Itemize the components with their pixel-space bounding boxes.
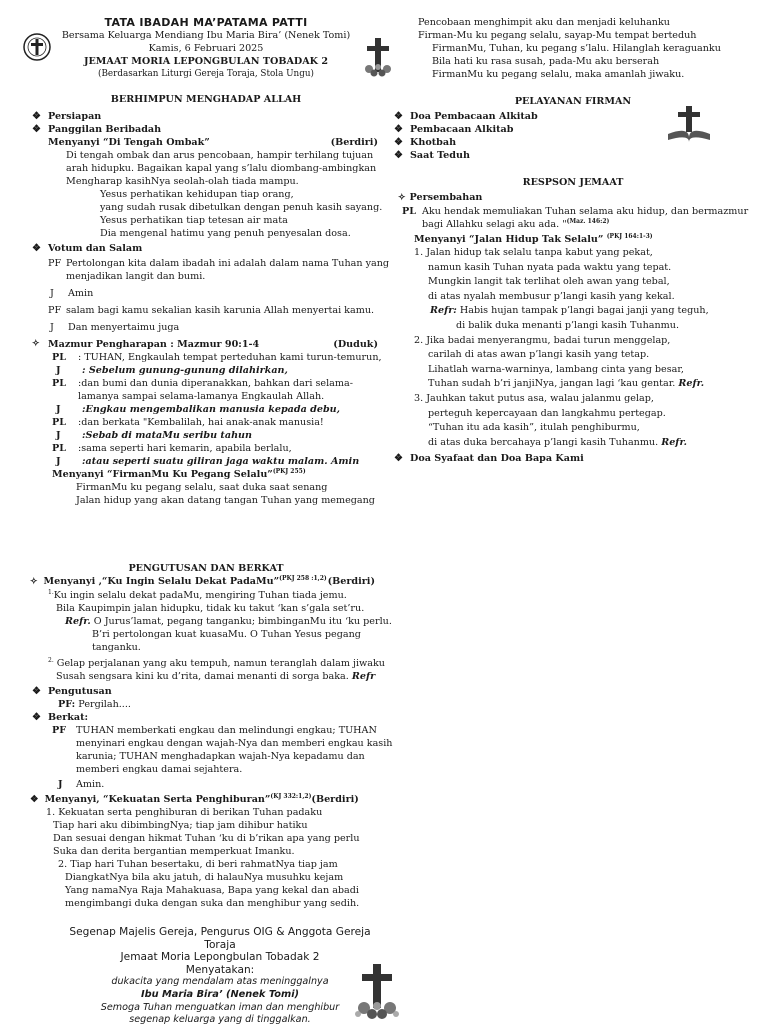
lyric-line: Habis hujan tampak p’langi bagai janji yang teguh, (459, 305, 709, 317)
song1-refrain (30, 188, 382, 240)
page-title: TATA IBADAH MA’PATAMA PATTI (104, 16, 308, 29)
song5-verse3 (392, 392, 754, 450)
liturgy-note: (Berdasarkan Liturgi Gereja Toraja, Stola Ungu) (98, 69, 314, 79)
diamond-bullet-icon: ❖ (394, 137, 403, 148)
diamond-bullet-icon: ❖ (394, 124, 403, 135)
item-persiapan (30, 110, 382, 123)
song-title: Menyanyi “FirmanMu Ku Pegang Selalu” (52, 469, 273, 480)
service-date: Kamis, 6 Februari 2025 (148, 43, 264, 54)
church-name: JEMAAT MORIA LEPONGBULAN TOBADAK 2 (83, 56, 329, 67)
song-ref: (KJ 332:1,2) (270, 792, 312, 800)
lyric-line: FirmanMu, Tuhan, ku pegang s’lalu. Hilanglah keraguanku (432, 43, 721, 54)
lyric-line: arah hidupku. Bagaikan kapal yang s’lalu diombang-ambingkan (66, 163, 377, 174)
closing-line: Semoga Tuhan menguatkan iman dan menghibur (100, 1001, 340, 1013)
right-column (392, 16, 754, 465)
liturgy-text: menjadikan langit dan bumi. (66, 271, 206, 282)
speaker-label: PL (52, 378, 66, 389)
liturgy-row (48, 257, 390, 270)
lyric-line: Dia mengenal hatimu yang penuh penyesalan dosa. (100, 228, 351, 239)
lyric-line: di atas nyalah membusur p’langi kasih yang kekal. (428, 290, 675, 302)
lyric-line: Mengharap kasihNya seolah-olah tiada mampu. (66, 176, 299, 187)
diamond-bullet-icon: ❖ (394, 453, 403, 465)
posture-label: (Duduk) (333, 339, 378, 350)
diamond-bullet-icon: ❖ (394, 111, 403, 122)
song3-verse1: $^{1.}$Ku ingin selalu dekat padaMu, mengiring Tuhan tiada jemu. Bila Kaupimpin jalan hidupku, tidak ku takut ‘kan s’gala set’ru. (30, 589, 382, 615)
liturgy-text: :dan bumi dan dunia diperanakkan, bahkan dari selama- (78, 378, 353, 389)
diamond-bullet-icon: ❖ (30, 794, 39, 805)
speaker-label (52, 390, 78, 403)
berkat-block (30, 724, 393, 776)
diamond-bullet-icon: ❖ (394, 150, 403, 161)
item-label: Persembahan (409, 192, 483, 203)
responsive-row (52, 416, 382, 429)
liturgy-text: : Sebelum gunung-gunung dilahirkan, (82, 365, 288, 376)
song-title: Menyanyi “Di Tengah Ombak” (48, 137, 210, 148)
speaker-label: PF (48, 305, 62, 316)
refrain-label: Refr. (661, 436, 687, 448)
liturgy-text: :sama seperti hari kemarin, apabila berlalu, (78, 443, 292, 454)
liturgy-text: TUHAN memberkati engkau dan melindungi engkau; TUHAN (76, 725, 377, 736)
item-label: Persiapan (48, 111, 102, 122)
persembahan-row (392, 205, 754, 218)
song2-heading (30, 468, 382, 481)
lyric-line: 3. Jauhkan takut putus asa, walau jalanmu gelap, (414, 392, 654, 404)
closing-line: Segenap Majelis Gereja, Pengurus OIG & Anggota Gereja (69, 926, 371, 938)
song5-verse1 (392, 246, 754, 304)
lyric-line: Dan sesuai dengan hikmat Tuhan ‘ku di b’rikan apa yang perlu (53, 833, 360, 844)
item-doa-syafaat (392, 452, 754, 465)
lyric-line: Suka dan derita bergantian memperkuat Imanku. (53, 846, 295, 857)
speaker-label: J (56, 456, 61, 467)
item-panggilan (30, 123, 382, 136)
refrain-label: Refr. (678, 378, 705, 390)
liturgy-text: :atau seperti suatu giliran jaga waktu malam. Amin (82, 456, 360, 467)
responsive-row (52, 403, 382, 416)
lyric-line: di balik duka menanti p’langi kasih Tuhanmu. (456, 319, 679, 331)
lyric-line: 1. Jalan hidup tak selalu tanpa kabut yang pekat, (414, 247, 653, 258)
responsive-row (52, 364, 382, 377)
liturgy-text: :Sebab di mataMu seribu tahun (82, 430, 252, 441)
item-label: Berkat: (48, 712, 89, 723)
liturgy-text: Pergilah.... (78, 699, 131, 710)
lyric-line: tanganku. (92, 642, 141, 653)
lyric-line: Di tengah ombak dan arus pencobaan, hampir terhilang tujuan (66, 150, 374, 161)
lyric-line: Jalan hidup yang akan datang tangan Tuhan yang memegang (76, 495, 375, 506)
item-label: Pembacaan Alkitab (410, 124, 514, 135)
section-firman-title: PELAYANAN FIRMAN (514, 96, 632, 107)
liturgy-text: Amin (68, 288, 94, 299)
speaker-label: J (56, 404, 61, 415)
closing-line: Jemaat Moria Lepongbulan Tobadak 2 (120, 951, 320, 964)
song-posture: (Berdiri) (327, 576, 375, 587)
liturgy-text: Pertolongan kita dalam ibadah ini adalah dalam nama Tuhan yang (66, 258, 390, 269)
item-label: Khotbah (410, 137, 457, 148)
speaker-label: J (50, 288, 54, 299)
cross-flowers-icon (360, 36, 396, 78)
left-column (30, 16, 390, 507)
liturgy-text: memberi engkau damai sejahtera. (76, 764, 243, 775)
responsive-reading (30, 351, 382, 468)
lyric-line: FirmanMu ku pegang selalu, maka amanlah jiwaku. (432, 69, 685, 80)
lyric-line: Yang namaNya Raja Mahakuasa, Bapa yang kekal dan abadi (65, 885, 359, 896)
lyric-line: FirmanMu ku pegang selalu, saat duka saat senang (76, 482, 328, 493)
song-ref: (PKJ 164:1-3) (606, 232, 653, 240)
item-mazmur (30, 338, 378, 351)
closing-line: dukacita yang mendalam atas meninggalnya (111, 976, 329, 988)
responsive-row (52, 429, 382, 442)
lyric-line: Yesus perhatikan kehidupan tiap orang, (100, 189, 294, 200)
lyric-line: mengimbangi duka dengan suka dan menghibur yang sedih. (65, 898, 360, 909)
song3-refrain (30, 615, 392, 654)
song3-verse2: $^{2.}$ Gelap perjalanan yang aku tempuh, namun teranglah dalam jiwaku Susah sengsara kini ku d’rita, damai menanti di sorga baka. Refr (48, 656, 385, 682)
responsive-row (52, 455, 382, 468)
responsive-row (52, 390, 382, 403)
responsive-row (52, 442, 382, 455)
liturgy-row (48, 270, 382, 283)
liturgy-text: bagi Allahku selagi aku ada. " (422, 219, 567, 230)
song1-heading (30, 136, 378, 149)
item-pengutusan (30, 685, 382, 698)
song2-verse (30, 481, 382, 507)
small-diamond-icon: ✧ (32, 339, 40, 349)
song4-verse2 (30, 858, 382, 910)
lyric-line: Bila hati ku rasa susah, pada-Mu aku berserah (432, 56, 660, 67)
lyric-line: B’ri pertolongan kuat kuasaMu. O Tuhan Yesus pegang (92, 629, 361, 640)
lyric-line: Firman-Mu ku pegang selalu, sayap-Mu tempat berteduh (418, 30, 697, 41)
song4-verse1 (30, 806, 382, 858)
speaker-label: J (56, 430, 61, 441)
lyric-line: 1. Kekuatan serta penghiburan di berikan Tuhan padaku (46, 807, 323, 818)
lyric-line: namun kasih Tuhan nyata pada waktu yang tepat. (428, 261, 672, 273)
lyric-line: Tuhan sudah b’ri janjiNya, jangan lagi ‘kau gentar. (428, 378, 676, 390)
diamond-bullet-icon: ❖ (32, 124, 41, 135)
closing-line: Toraja (204, 938, 236, 951)
lyric-line: di atas duka bercahaya p’langi kasih Tuhanmu. (428, 436, 659, 448)
section-respons-title: RESPSON JEMAAT (522, 177, 624, 188)
liturgy-text: :dan berkata "Kembalilah, hai anak-anak manusia! (78, 417, 324, 428)
verse-ref: (Maz. 146:2) (566, 217, 610, 225)
liturgy-text: karunia; TUHAN menghadapkan wajah-Nya kepadamu dan (76, 751, 365, 762)
song-posture: (Berdiri) (311, 794, 359, 805)
refrain-label: Refr. (65, 616, 91, 627)
refrain-label: Refr (351, 671, 376, 682)
item-label: Pengutusan (48, 686, 112, 697)
cross-bible-icon (664, 104, 714, 144)
song-posture: (Berdiri) (330, 137, 378, 148)
liturgy-text: Amin. (76, 779, 105, 790)
item-votum (30, 242, 382, 255)
cross-flowers-icon (352, 962, 402, 1020)
lyric-line: Susah sengsara kini ku d’rita, damai menanti di sorga baka. (56, 671, 349, 682)
lyric-line: Pencobaan menghimpit aku dan menjadi keluhanku (418, 17, 670, 28)
song-title: Menyanyi “Jalan Hidup Tak Selalu” (414, 234, 604, 245)
church-logo (22, 32, 52, 62)
speaker-label: PL (52, 417, 66, 428)
song-title: Menyanyi ,“Ku Ingin Selalu Dekat PadaMu” (43, 576, 280, 587)
speaker-label: PL (52, 443, 66, 454)
liturgy-text: :Engkau mengembalikan manusia kepada debu, (82, 404, 340, 415)
lyric-line: Ku ingin selalu dekat padaMu, mengiring Tuhan tiada jemu. (53, 590, 347, 601)
song-title: Menyanyi, “Kekuatan Serta Penghiburan” (44, 794, 271, 805)
speaker-label: PF: (58, 699, 76, 710)
lyric-line: Yesus perhatikan tiap tetesan air mata (100, 215, 288, 226)
item-label: Panggilan Beribadah (48, 124, 162, 135)
responsive-row (52, 377, 382, 390)
diamond-bullet-icon: ❖ (32, 686, 41, 697)
speaker-label: PL (402, 206, 416, 217)
small-diamond-icon: ✧ (398, 193, 406, 203)
section-berhimpun-title: BERHIMPUN MENGHADAP ALLAH (110, 94, 302, 105)
deceased-name: Ibu Maria Bira’ (Nenek Tomi) (140, 988, 300, 1000)
closing-line: Menyatakan: (185, 963, 255, 976)
lyric-line: Lihatlah warna-warninya, lambang cinta yang besar, (428, 363, 684, 375)
lyric-line: Mungkin langit tak terlihat oleh awan yang tebal, (428, 276, 670, 288)
liturgy-row (48, 304, 382, 317)
lyric-line: DiangkatNya bila aku jatuh, di halauNya musuhku kejam (65, 872, 344, 883)
refrain-label: Refr: (430, 305, 457, 317)
speaker-label: J (50, 322, 54, 333)
song3-heading (30, 575, 375, 589)
pengutusan-section (30, 562, 393, 910)
liturgy-text: Aku hendak memuliakan Tuhan selama aku hidup, dan bermazmur (422, 206, 749, 217)
item-berkat (30, 711, 382, 724)
song-ref: (PKJ 255) (272, 467, 306, 475)
lyric-line: Tiap hari aku dibimbingNya; tiap jam dihibur hatiku (53, 820, 308, 831)
liturgy-text: salam bagi kamu sekalian kasih karunia Allah menyertai kamu. (66, 305, 375, 316)
liturgy-row (48, 321, 382, 334)
speaker-label: J (56, 365, 61, 376)
song5-refrain (392, 304, 754, 333)
lyric-line: yang sudah rusak dibetulkan dengan penuh kasih sayang. (100, 202, 383, 213)
lyric-line: 2. Tiap hari Tuhan besertaku, di beri rahmatNya tiap jam (58, 859, 338, 870)
liturgy-text: Dan menyertaimu juga (68, 322, 180, 333)
responsive-row (52, 351, 382, 364)
votum-block (30, 257, 390, 334)
diamond-bullet-icon: ❖ (32, 712, 41, 723)
small-diamond-icon: ✧ (30, 577, 38, 587)
diamond-bullet-icon: ❖ (32, 111, 41, 122)
song5-verse2 (392, 334, 754, 392)
speaker-label: PF (52, 725, 67, 736)
lyric-line: 2. Jika badai menyerangmu, badai turun menggelap, (414, 334, 671, 346)
subtitle: Bersama Keluarga Mendiang Ibu Maria Bira’ (Nenek Tomi) (61, 30, 351, 41)
item-label: Votum dan Salam (48, 243, 143, 254)
speaker-label: J (58, 779, 63, 790)
song-ref: (PKJ 258 :1,2) (279, 574, 327, 582)
lyric-line: carilah di atas awan p’langi kasih yang tetap. (428, 349, 650, 361)
item-label: Doa Syafaat dan Doa Bapa Kami (410, 453, 584, 465)
firman-list (392, 110, 754, 162)
song2-continuation (392, 16, 754, 81)
lyric-line: O Jurus’lamat, pegang tanganku; bimbinganMu itu ‘ku perlu. (93, 616, 392, 627)
liturgy-text: lamanya sampai selama-lamanya Engkaulah Allah. (78, 391, 325, 402)
firman-item (392, 149, 754, 162)
liturgy-text: : TUHAN, Engkaulah tempat perteduhan kami turun-temurun, (78, 352, 382, 363)
lyric-line: perteguh kepercayaan dan langkahmu pertegap. (428, 407, 666, 419)
lyric-line: “Tuhan itu ada kasih”, itulah penghiburmu, (428, 422, 640, 434)
section-pengutusan-title: PENGUTUSAN DAN BERKAT (128, 563, 284, 574)
diamond-bullet-icon: ❖ (32, 243, 41, 254)
speaker-label: PF (48, 258, 62, 269)
lyric-line: Gelap perjalanan yang aku tempuh, namun teranglah dalam jiwaku (56, 658, 385, 669)
item-label: Saat Teduh (410, 150, 470, 161)
item-label: Mazmur Pengharapan : Mazmur 90:1-4 (48, 339, 260, 350)
lyric-line: Bila Kaupimpin jalan hidupku, tidak ku takut ‘kan s’gala set’ru. (56, 603, 365, 614)
speaker-label: PL (52, 352, 66, 363)
song1-verse (30, 149, 382, 188)
closing-line: segenap keluarga yang di tinggalkan. (129, 1014, 311, 1026)
liturgy-row (48, 287, 382, 300)
song4-heading (30, 793, 375, 806)
liturgy-text: menyinari engkau dengan wajah-Nya dan memberi engkau kasih (76, 738, 393, 749)
item-label: Doa Pembacaan Alkitab (410, 111, 538, 122)
